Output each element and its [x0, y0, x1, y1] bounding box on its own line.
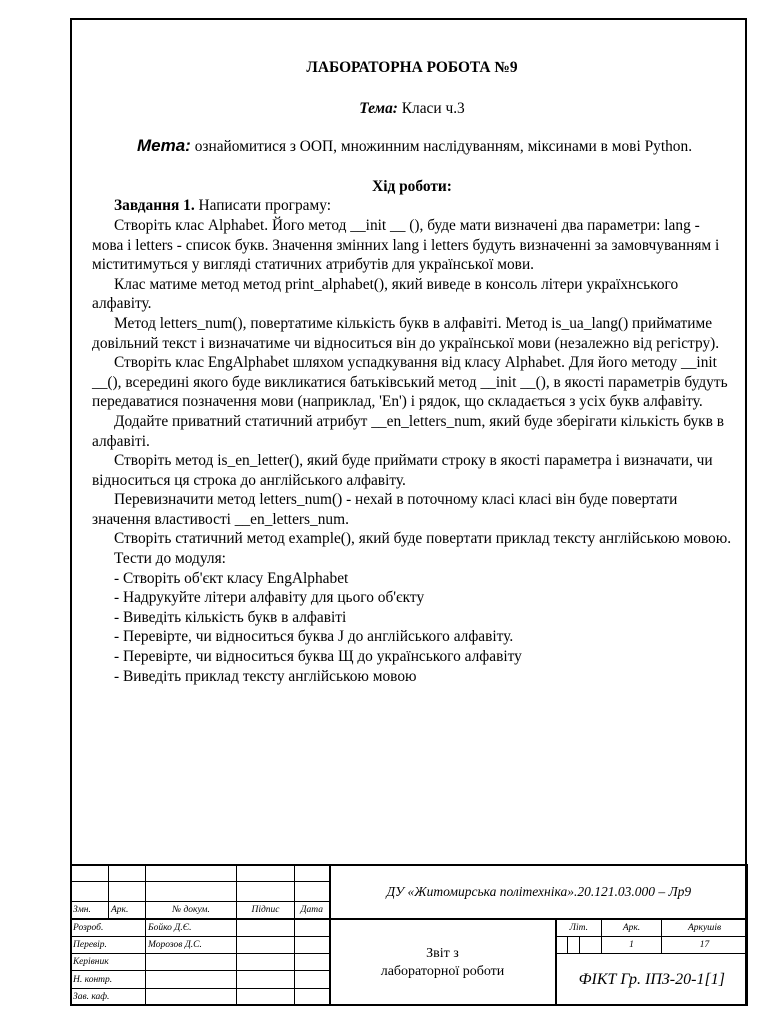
lit-label: Літ.: [556, 919, 602, 936]
paragraph: Клас матиме метод метод print_alphabet(), який виведе в консоль літери україхнського алфавіту.: [92, 275, 679, 313]
paragraph: Створіть статичний метод example(), який буде повертати приклад тексту англійською мовою.: [114, 530, 732, 548]
list-item: - Перевірте, чи відноситься буква J до англійського алфавіту.: [114, 628, 514, 646]
report-title-line2: лабораторної роботи: [380, 963, 505, 979]
document-title: ЛАБОРАТОРНА РОБОТА №9: [306, 59, 518, 76]
topic-value: Класи ч.3: [397, 99, 465, 117]
paragraph: Додайте приватний статичний атрибут __en_letters_num, який буде зберігати кількість букв в алфавіті.: [92, 412, 725, 450]
progress-title: Хід роботи:: [372, 177, 452, 195]
sheet-value: 1: [602, 936, 662, 953]
tests-list: [92, 569, 732, 687]
header-date: Дата: [295, 902, 330, 919]
list-item: - Виведіть приклад тексту англійською мовою: [114, 667, 417, 685]
paragraph: Створіть клас EngAlphabet шляхом успадкування від класу Alphabet. Для його методу __init __(), всередині якого буде викликатися батьківський метод __init __(), в якості параметрів будуть передаватися позначення мови (наприклад, 'En') і рядок, що складається з усіх букв алфавіту.: [92, 354, 728, 411]
header-sheet: Арк.: [109, 902, 146, 919]
name-developed: Бойко Д.Є.: [146, 919, 237, 936]
document-code: ДУ «Житомирська політехніка».20.121.03.000 – Лр9: [330, 865, 748, 919]
task-line: [92, 196, 732, 216]
role-checked: Перевір.: [71, 936, 146, 953]
goal-line: [92, 136, 732, 157]
task-label: Завдання 1.: [114, 197, 195, 215]
sheet-label: Арк.: [602, 919, 662, 936]
header-doc-number: № докум.: [146, 902, 237, 919]
title-block: [70, 864, 747, 1006]
title-block-table: [70, 864, 748, 1006]
report-title: [330, 919, 556, 1005]
goal-text: ознайомитися з ООП, множинним наслідуванням, міксинами в мові Python.: [190, 138, 693, 156]
topic-label: Тема:: [359, 99, 398, 117]
paragraph: Тести до модуля:: [114, 550, 226, 568]
organization: ФІКТ Гр. ІПЗ-20-1[1]: [556, 954, 748, 1006]
goal-label: Мета:: [137, 136, 191, 156]
document-body: [92, 58, 732, 686]
sheets-label: Аркушів: [662, 919, 748, 936]
list-item: - Створіть об'єкт класу EngAlphabet: [114, 569, 349, 587]
list-item: - Перевірте, чи відноситься буква Щ до українського алфавіту: [114, 648, 522, 666]
paragraph: Перевизначити метод letters_num() - нехай в поточному класі класі він буде повертати значення властивості __en_letters_num.: [92, 491, 678, 528]
task-text: Написати програму:: [194, 197, 331, 215]
report-title-line1: Звіт з: [426, 945, 459, 961]
paragraph: Створіть метод is_en_letter(), який буде приймати строку в якості параметра і визначати, чи відноситься ця строка до англійського алфавіту.: [92, 452, 713, 489]
header-change: Змн.: [71, 902, 109, 919]
role-developed: Розроб.: [71, 919, 146, 936]
role-norm-control: Н. контр.: [71, 971, 146, 988]
name-checked: Морозов Д.С.: [146, 936, 237, 953]
list-item: - Надрукуйте літери алфавіту для цього об'єкту: [114, 589, 425, 607]
paragraph: Створіть клас Alphabet. Його метод __init __ (), буде мати визначені два параметри: lang - мова і letters - список букв. Значення змінних lang і letters будуть визначенні за замовчуванням і міститимуться у вигляді статичних атрибутів для української мови.: [92, 216, 720, 274]
topic-line: [92, 99, 732, 119]
list-item: - Виведіть кількість букв в алфавіті: [114, 608, 347, 626]
role-head: Зав. каф.: [71, 988, 146, 1005]
role-supervisor: Керівник: [71, 954, 146, 971]
header-signature: Підпис: [237, 902, 295, 919]
paragraph: Метод letters_num(), повертатиме кількість букв в алфавіті. Метод is_ua_lang() прийматиме довільний текст і визначатиме чи відноситься він до української мови (незалежно від регістру).: [92, 314, 720, 352]
sheets-value: 17: [662, 936, 748, 953]
